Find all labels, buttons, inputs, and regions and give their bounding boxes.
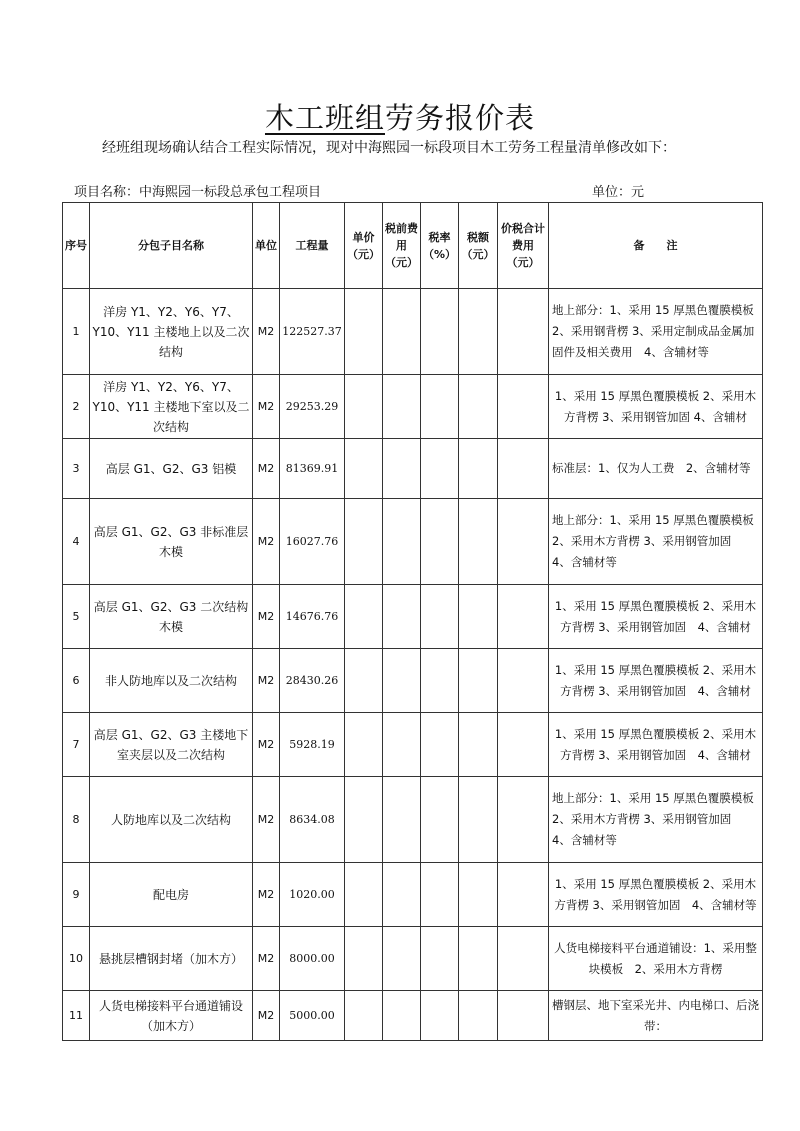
row-tax	[459, 289, 498, 375]
row-name: 洋房 Y1、Y2、Y6、Y7、Y10、Y11 主楼地上以及二次结构	[90, 289, 253, 375]
row-unit: M2	[253, 499, 280, 585]
row-qty: 14676.76	[280, 585, 345, 649]
row-total	[498, 289, 549, 375]
row-no: 4	[63, 499, 90, 585]
table-row	[63, 863, 763, 927]
row-name: 高层 G1、G2、G3 非标准层木模	[90, 499, 253, 585]
header-row	[63, 203, 763, 289]
row-pretax	[383, 927, 421, 991]
title-rest: 劳务报价表	[385, 101, 536, 135]
row-pretax	[383, 289, 421, 375]
row-total	[498, 713, 549, 777]
title-underlined: 木工班组	[264, 101, 385, 135]
row-rate	[421, 777, 459, 863]
row-qty: 5928.19	[280, 713, 345, 777]
row-name: 人货电梯接料平台通道铺设（加木方）	[90, 991, 253, 1041]
table-row	[63, 991, 763, 1041]
row-total	[498, 585, 549, 649]
row-price	[345, 649, 383, 713]
currency-unit: 单位：元	[592, 185, 645, 200]
project-name: 项目名称：中海熙园一标段总承包工程项目	[74, 185, 322, 200]
col-tax: 税额（元）	[459, 203, 498, 289]
row-qty: 29253.29	[280, 375, 345, 439]
row-total	[498, 649, 549, 713]
row-tax	[459, 649, 498, 713]
row-pretax	[383, 991, 421, 1041]
intro-paragraph: 经班组现场确认结合工程实际情况，现对中海熙园一标段项目木工劳务工程量清单修改如下：	[102, 140, 676, 156]
row-tax	[459, 777, 498, 863]
row-total	[498, 439, 549, 499]
row-price	[345, 863, 383, 927]
row-name: 高层 G1、G2、G3 二次结构木模	[90, 585, 253, 649]
row-unit: M2	[253, 991, 280, 1041]
row-qty: 28430.26	[280, 649, 345, 713]
table-row	[63, 585, 763, 649]
row-price	[345, 991, 383, 1041]
row-rate	[421, 863, 459, 927]
row-note: 标准层：1、仅为人工费 2、含辅材等	[549, 439, 763, 499]
row-rate	[421, 289, 459, 375]
row-total	[498, 927, 549, 991]
row-no: 11	[63, 991, 90, 1041]
row-tax	[459, 375, 498, 439]
row-pretax	[383, 375, 421, 439]
row-tax	[459, 863, 498, 927]
table-row	[63, 713, 763, 777]
row-note: 槽钢层、地下室采光井、内电梯口、后浇带：	[549, 991, 763, 1041]
row-no: 2	[63, 375, 90, 439]
row-pretax	[383, 439, 421, 499]
col-name: 分包子目名称	[90, 203, 253, 289]
row-rate	[421, 499, 459, 585]
row-rate	[421, 713, 459, 777]
row-name: 人防地库以及二次结构	[90, 777, 253, 863]
col-note: 备 注	[549, 203, 763, 289]
row-note: 1、采用 15 厚黑色覆膜模板 2、采用木方背楞 3、采用钢管加固 4、含辅材	[549, 585, 763, 649]
col-qty: 工程量	[280, 203, 345, 289]
row-qty: 8634.08	[280, 777, 345, 863]
col-unit: 单位	[253, 203, 280, 289]
row-price	[345, 439, 383, 499]
row-name: 高层 G1、G2、G3 铝模	[90, 439, 253, 499]
project-meta	[74, 181, 742, 200]
row-no: 7	[63, 713, 90, 777]
row-pretax	[383, 777, 421, 863]
row-unit: M2	[253, 649, 280, 713]
row-qty: 122527.37	[280, 289, 345, 375]
row-total	[498, 499, 549, 585]
row-qty: 5000.00	[280, 991, 345, 1041]
row-name: 高层 G1、G2、G3 主楼地下室夹层以及二次结构	[90, 713, 253, 777]
row-total	[498, 777, 549, 863]
row-name: 悬挑层槽钢封堵（加木方）	[90, 927, 253, 991]
table-row	[63, 777, 763, 863]
row-rate	[421, 375, 459, 439]
row-note: 地上部分：1、采用 15 厚黑色覆膜模板 2、采用木方背楞 3、采用钢管加固 4、含辅材等	[549, 499, 763, 585]
row-price	[345, 499, 383, 585]
row-qty: 1020.00	[280, 863, 345, 927]
row-price	[345, 289, 383, 375]
row-no: 5	[63, 585, 90, 649]
row-price	[345, 713, 383, 777]
row-unit: M2	[253, 863, 280, 927]
row-no: 1	[63, 289, 90, 375]
row-pretax	[383, 499, 421, 585]
row-unit: M2	[253, 777, 280, 863]
row-rate	[421, 439, 459, 499]
row-note: 人货电梯接料平台通道铺设：1、采用整块模板 2、采用木方背楞	[549, 927, 763, 991]
row-note: 1、采用 15 厚黑色覆膜模板 2、采用木方背楞 3、采用钢管加固 4、含辅材	[549, 649, 763, 713]
row-unit: M2	[253, 289, 280, 375]
row-price	[345, 777, 383, 863]
row-price	[345, 375, 383, 439]
row-tax	[459, 927, 498, 991]
row-tax	[459, 713, 498, 777]
row-tax	[459, 439, 498, 499]
row-no: 3	[63, 439, 90, 499]
row-tax	[459, 585, 498, 649]
row-rate	[421, 649, 459, 713]
quote-table	[62, 202, 766, 1041]
row-no: 6	[63, 649, 90, 713]
row-qty: 16027.76	[280, 499, 345, 585]
row-note: 地上部分：1、采用 15 厚黑色覆膜模板 2、采用钢背楞 3、采用定制成品金属加固件及相关费用 4、含辅材等	[549, 289, 763, 375]
document-title	[0, 96, 800, 137]
col-pretax: 税前费用（元）	[383, 203, 421, 289]
table-row	[63, 649, 763, 713]
row-total	[498, 991, 549, 1041]
row-note: 1、采用 15 厚黑色覆膜模板 2、采用木方背楞 3、采用钢管加固 4、含辅材等	[549, 863, 763, 927]
col-rate: 税率（%）	[421, 203, 459, 289]
row-name: 非人防地库以及二次结构	[90, 649, 253, 713]
row-total	[498, 375, 549, 439]
row-unit: M2	[253, 927, 280, 991]
table-row	[63, 927, 763, 991]
row-pretax	[383, 713, 421, 777]
row-note: 1、采用 15 厚黑色覆膜模板 2、采用木方背楞 3、采用钢管加固 4、含辅材	[549, 713, 763, 777]
row-note: 1、采用 15 厚黑色覆膜模板 2、采用木方背楞 3、采用钢管加固 4、含辅材	[549, 375, 763, 439]
row-name: 洋房 Y1、Y2、Y6、Y7、Y10、Y11 主楼地下室以及二次结构	[90, 375, 253, 439]
row-price	[345, 927, 383, 991]
row-qty: 8000.00	[280, 927, 345, 991]
row-name: 配电房	[90, 863, 253, 927]
row-rate	[421, 991, 459, 1041]
row-tax	[459, 991, 498, 1041]
row-unit: M2	[253, 375, 280, 439]
row-price	[345, 585, 383, 649]
row-no: 9	[63, 863, 90, 927]
row-pretax	[383, 863, 421, 927]
row-pretax	[383, 585, 421, 649]
col-price: 单价（元）	[345, 203, 383, 289]
row-total	[498, 863, 549, 927]
row-pretax	[383, 649, 421, 713]
row-no: 8	[63, 777, 90, 863]
table-row	[63, 289, 763, 375]
row-unit: M2	[253, 713, 280, 777]
col-no: 序号	[63, 203, 90, 289]
table-row	[63, 439, 763, 499]
row-no: 10	[63, 927, 90, 991]
row-qty: 81369.91	[280, 439, 345, 499]
row-unit: M2	[253, 585, 280, 649]
row-note: 地上部分：1、采用 15 厚黑色覆膜模板 2、采用木方背楞 3、采用钢管加固 4、含辅材等	[549, 777, 763, 863]
table-row	[63, 499, 763, 585]
col-total: 价税合计费用（元）	[498, 203, 549, 289]
row-rate	[421, 585, 459, 649]
row-tax	[459, 499, 498, 585]
row-unit: M2	[253, 439, 280, 499]
table-row	[63, 375, 763, 439]
row-rate	[421, 927, 459, 991]
